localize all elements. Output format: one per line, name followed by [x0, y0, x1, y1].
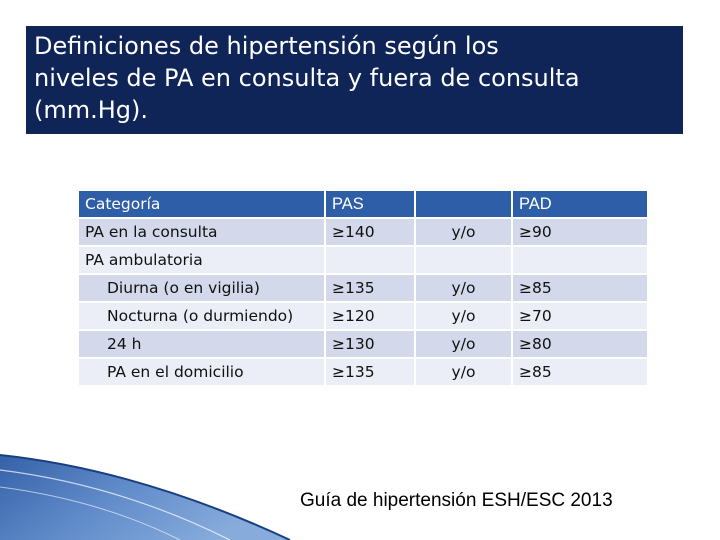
- row-pas: ≥135: [326, 275, 414, 301]
- row-pas: ≥120: [326, 303, 414, 329]
- row-category: PA en el domicilio: [79, 359, 324, 385]
- title-line-2: niveles de PA en consulta y fuera de consulta: [34, 64, 580, 92]
- row-conjunction: y/o: [416, 219, 511, 245]
- row-pad: ≥85: [513, 359, 647, 385]
- row-category: Diurna (o en vigilia): [79, 275, 324, 301]
- row-category: PA ambulatoria: [79, 247, 324, 273]
- header-pad: PAD: [513, 191, 647, 217]
- row-category: PA en la consulta: [79, 219, 324, 245]
- row-pas: ≥140: [326, 219, 414, 245]
- header-pas: PAS: [326, 191, 414, 217]
- row-conjunction: y/o: [416, 359, 511, 385]
- source-citation: Guía de hipertensión ESH/ESC 2013: [300, 490, 613, 511]
- row-conjunction: y/o: [416, 331, 511, 357]
- row-conjunction: y/o: [416, 303, 511, 329]
- row-category: Nocturna (o durmiendo): [79, 303, 324, 329]
- row-conjunction: y/o: [416, 275, 511, 301]
- row-pas: ≥130: [326, 331, 414, 357]
- title-line-1: Definiciones de hipertensión según los: [34, 32, 499, 60]
- row-pad: ≥85: [513, 275, 647, 301]
- header-categoria: Categoría: [79, 191, 324, 217]
- title-line-3: (mm.Hg).: [34, 96, 149, 124]
- row-category: 24 h: [79, 331, 324, 357]
- row-pad: ≥90: [513, 219, 647, 245]
- row-pas: ≥135: [326, 359, 414, 385]
- row-pad: ≥70: [513, 303, 647, 329]
- row-pad: ≥80: [513, 331, 647, 357]
